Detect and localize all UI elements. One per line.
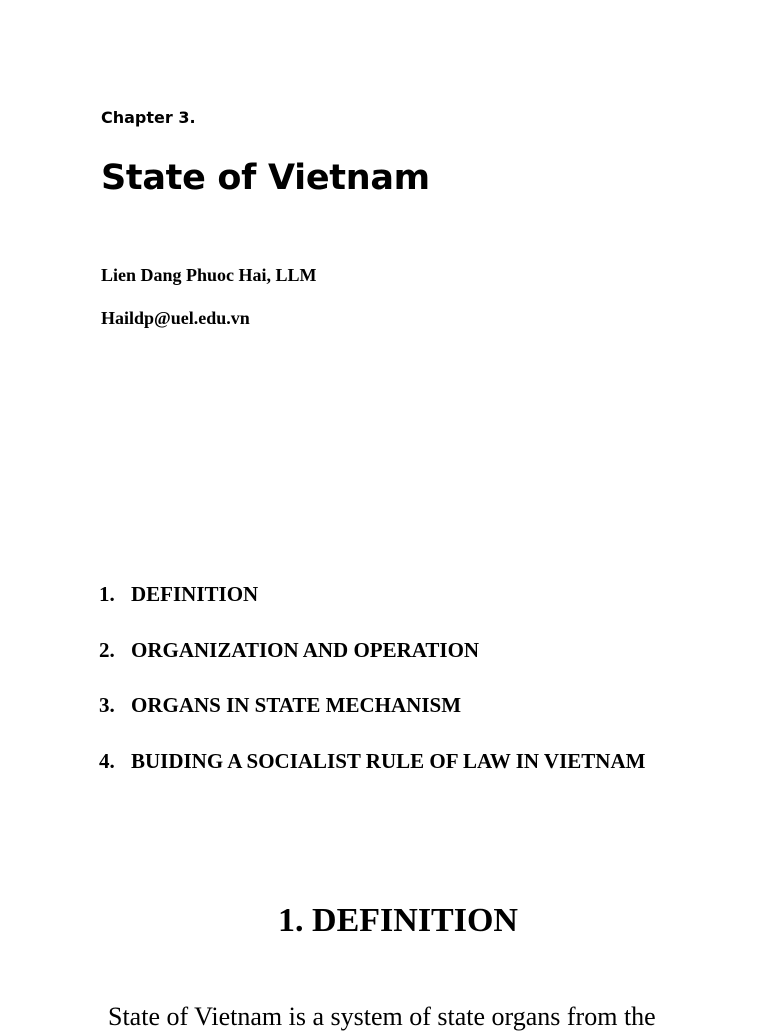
toc-item-number: 4.	[99, 748, 115, 773]
toc-item-label: DEFINITION	[131, 582, 259, 606]
toc-item-number: 1.	[99, 582, 115, 606]
toc-item-number: 3.	[99, 693, 115, 717]
toc-item-number: 2.	[99, 637, 115, 662]
toc-item-rule-of-law	[99, 747, 645, 803]
toc-item-label: BUIDING A SOCIALIST RULE OF LAW IN VIETNAM	[131, 748, 646, 773]
toc-item-organs	[99, 691, 645, 747]
toc-item-organization	[99, 636, 645, 692]
author-name: Lien Dang Phuoc Hai, LLM	[101, 265, 317, 285]
chapter-title: State of Vietnam	[101, 158, 430, 198]
section-body-text: State of Vietnam is a system of state organs from the	[108, 1002, 656, 1031]
table-of-contents	[99, 580, 645, 802]
toc-item-label: ORGANIZATION AND OPERATION	[131, 637, 480, 662]
toc-item-definition	[99, 580, 645, 636]
toc-item-label: ORGANS IN STATE MECHANISM	[131, 693, 462, 717]
author-email: Haildp@uel.edu.vn	[101, 308, 250, 328]
section-heading: 1. DEFINITION	[278, 902, 518, 939]
chapter-label: Chapter 3.	[101, 108, 196, 127]
